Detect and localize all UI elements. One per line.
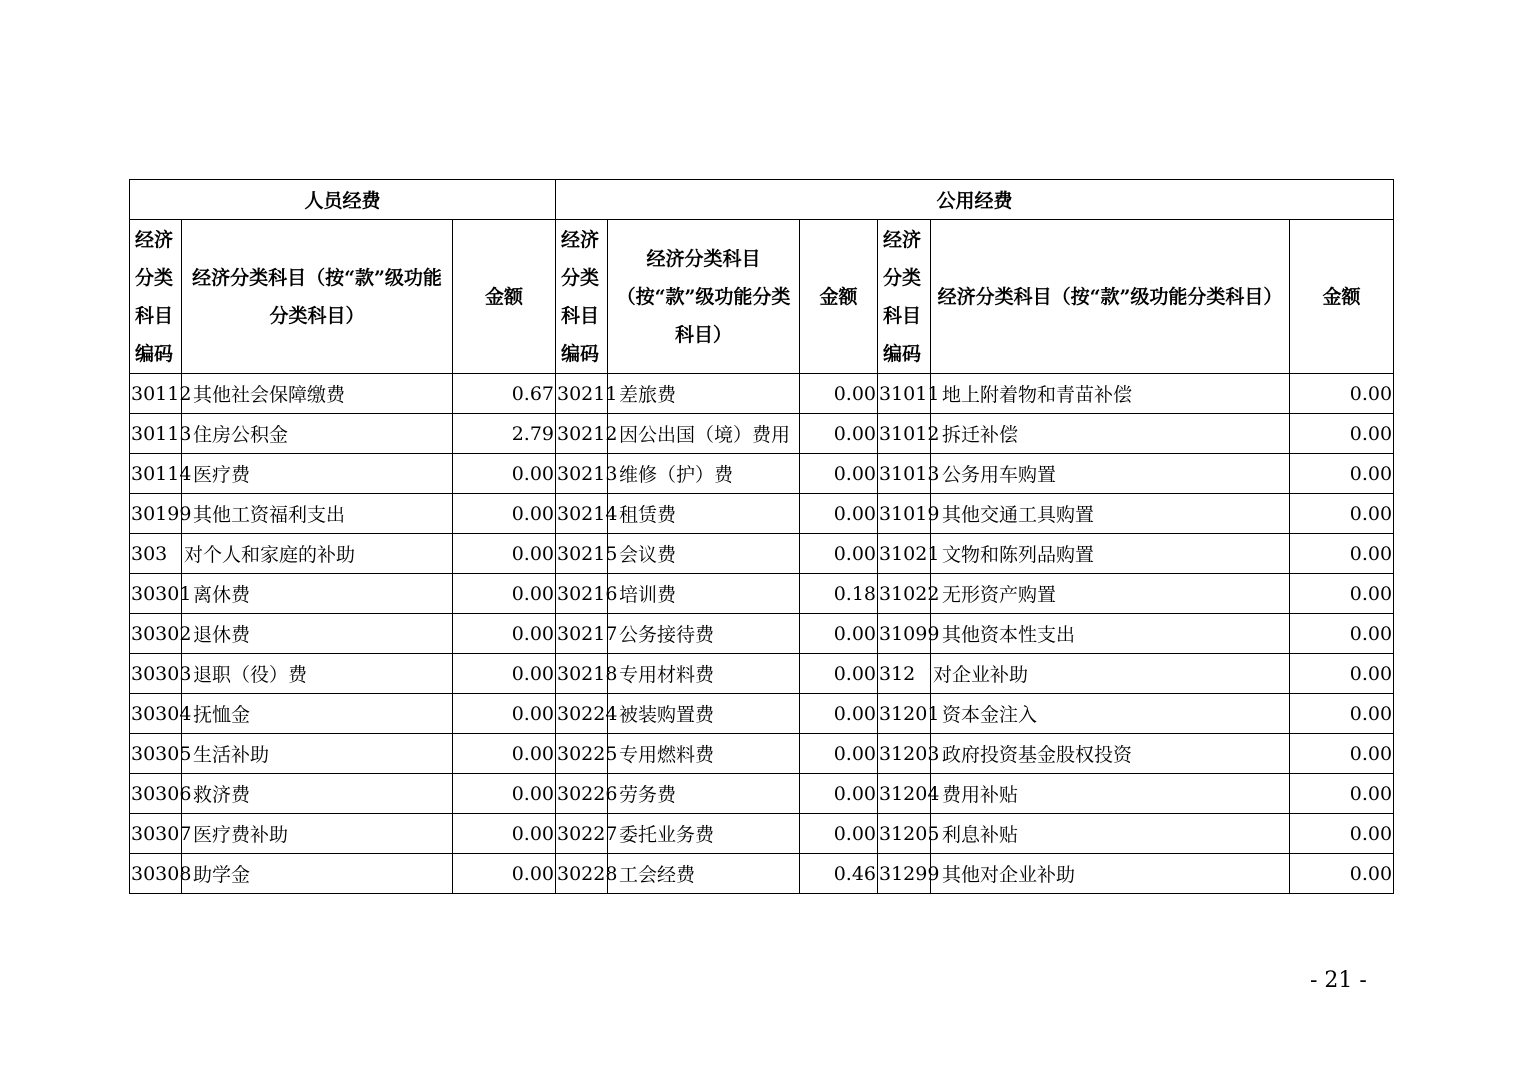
table-row bbox=[130, 694, 1394, 734]
amount-cell: 0.00 bbox=[1290, 454, 1394, 494]
amount-cell: 0.00 bbox=[800, 414, 878, 454]
header-code-public-1: 经济分类科目编码 bbox=[556, 220, 608, 374]
amount-cell: 2.79 bbox=[453, 414, 556, 454]
amount-cell: 0.00 bbox=[800, 534, 878, 574]
amount-cell: 0.00 bbox=[1290, 374, 1394, 414]
table-row bbox=[130, 614, 1394, 654]
code-cell: 30215 bbox=[556, 534, 608, 574]
name-cell: 拆迁补偿 bbox=[931, 414, 1290, 454]
amount-cell: 0.00 bbox=[1290, 734, 1394, 774]
name-cell: 劳务费 bbox=[608, 774, 800, 814]
name-cell: 退职（役）费 bbox=[182, 654, 453, 694]
code-cell: 30112 bbox=[130, 374, 182, 414]
name-cell: 专用燃料费 bbox=[608, 734, 800, 774]
amount-cell: 0.00 bbox=[453, 534, 556, 574]
code-cell: 30216 bbox=[556, 574, 608, 614]
name-cell: 被装购置费 bbox=[608, 694, 800, 734]
name-cell: 抚恤金 bbox=[182, 694, 453, 734]
code-cell: 30214 bbox=[556, 494, 608, 534]
amount-cell: 0.00 bbox=[453, 574, 556, 614]
name-cell: 医疗费补助 bbox=[182, 814, 453, 854]
code-cell: 30224 bbox=[556, 694, 608, 734]
code-cell: 30199 bbox=[130, 494, 182, 534]
name-cell: 政府投资基金股权投资 bbox=[931, 734, 1290, 774]
name-cell: 公务接待费 bbox=[608, 614, 800, 654]
header-amount-personnel: 金额 bbox=[453, 220, 556, 374]
name-cell: 因公出国（境）费用 bbox=[608, 414, 800, 454]
name-cell: 委托业务费 bbox=[608, 814, 800, 854]
header-amount-public-2: 金额 bbox=[1290, 220, 1394, 374]
name-cell: 公务用车购置 bbox=[931, 454, 1290, 494]
code-cell: 30212 bbox=[556, 414, 608, 454]
name-cell: 助学金 bbox=[182, 854, 453, 894]
name-cell: 其他工资福利支出 bbox=[182, 494, 453, 534]
code-cell: 31019 bbox=[878, 494, 931, 534]
amount-cell: 0.00 bbox=[453, 774, 556, 814]
name-cell: 利息补贴 bbox=[931, 814, 1290, 854]
table-row bbox=[130, 654, 1394, 694]
table-row bbox=[130, 534, 1394, 574]
code-cell: 30227 bbox=[556, 814, 608, 854]
code-cell: 30113 bbox=[130, 414, 182, 454]
code-cell: 30213 bbox=[556, 454, 608, 494]
name-cell: 医疗费 bbox=[182, 454, 453, 494]
amount-cell: 0.00 bbox=[800, 614, 878, 654]
code-cell: 30306 bbox=[130, 774, 182, 814]
table-row bbox=[130, 774, 1394, 814]
table-row bbox=[130, 414, 1394, 454]
name-cell: 其他对企业补助 bbox=[931, 854, 1290, 894]
name-cell: 其他交通工具购置 bbox=[931, 494, 1290, 534]
code-cell: 30308 bbox=[130, 854, 182, 894]
name-cell: 培训费 bbox=[608, 574, 800, 614]
name-cell: 离休费 bbox=[182, 574, 453, 614]
code-cell: 31013 bbox=[878, 454, 931, 494]
code-cell: 31201 bbox=[878, 694, 931, 734]
amount-cell: 0.00 bbox=[453, 454, 556, 494]
table-row bbox=[130, 374, 1394, 414]
header-code-public-2: 经济分类科目编码 bbox=[878, 220, 931, 374]
amount-cell: 0.00 bbox=[800, 734, 878, 774]
header-code-personnel: 经济分类科目编码 bbox=[130, 220, 182, 374]
amount-cell: 0.00 bbox=[453, 734, 556, 774]
name-cell: 专用材料费 bbox=[608, 654, 800, 694]
table-row bbox=[130, 574, 1394, 614]
name-cell: 救济费 bbox=[182, 774, 453, 814]
amount-cell: 0.00 bbox=[800, 454, 878, 494]
header-name-public-2: 经济分类科目（按“款”级功能分类科目） bbox=[931, 220, 1290, 374]
amount-cell: 0.00 bbox=[800, 814, 878, 854]
table-body bbox=[130, 374, 1394, 894]
code-cell: 31203 bbox=[878, 734, 931, 774]
amount-cell: 0.00 bbox=[800, 374, 878, 414]
name-cell: 对个人和家庭的补助 bbox=[182, 534, 453, 574]
amount-cell: 0.67 bbox=[453, 374, 556, 414]
name-cell: 维修（护）费 bbox=[608, 454, 800, 494]
code-cell: 30217 bbox=[556, 614, 608, 654]
header-name-personnel: 经济分类科目（按“款”级功能分类科目） bbox=[182, 220, 453, 374]
name-cell: 其他社会保障缴费 bbox=[182, 374, 453, 414]
code-cell: 30302 bbox=[130, 614, 182, 654]
amount-cell: 0.00 bbox=[1290, 814, 1394, 854]
name-cell: 费用补贴 bbox=[931, 774, 1290, 814]
amount-cell: 0.00 bbox=[800, 694, 878, 734]
name-cell: 工会经费 bbox=[608, 854, 800, 894]
table-row bbox=[130, 814, 1394, 854]
code-cell: 30218 bbox=[556, 654, 608, 694]
amount-cell: 0.00 bbox=[453, 694, 556, 734]
amount-cell: 0.00 bbox=[453, 614, 556, 654]
header-amount-public-1: 金额 bbox=[800, 220, 878, 374]
code-cell: 30301 bbox=[130, 574, 182, 614]
code-cell: 31011 bbox=[878, 374, 931, 414]
code-cell: 31022 bbox=[878, 574, 931, 614]
amount-cell: 0.00 bbox=[453, 814, 556, 854]
amount-cell: 0.00 bbox=[800, 494, 878, 534]
code-cell: 30228 bbox=[556, 854, 608, 894]
amount-cell: 0.00 bbox=[1290, 854, 1394, 894]
amount-cell: 0.18 bbox=[800, 574, 878, 614]
budget-expenditure-table bbox=[129, 179, 1394, 894]
amount-cell: 0.00 bbox=[1290, 774, 1394, 814]
amount-cell: 0.00 bbox=[1290, 614, 1394, 654]
group-header-public: 公用经费 bbox=[556, 180, 1394, 220]
code-cell: 31205 bbox=[878, 814, 931, 854]
name-cell: 对企业补助 bbox=[931, 654, 1290, 694]
amount-cell: 0.00 bbox=[1290, 534, 1394, 574]
amount-cell: 0.00 bbox=[453, 654, 556, 694]
name-cell: 住房公积金 bbox=[182, 414, 453, 454]
name-cell: 资本金注入 bbox=[931, 694, 1290, 734]
name-cell: 无形资产购置 bbox=[931, 574, 1290, 614]
amount-cell: 0.00 bbox=[1290, 694, 1394, 734]
code-cell: 30307 bbox=[130, 814, 182, 854]
code-cell: 30211 bbox=[556, 374, 608, 414]
code-cell: 30305 bbox=[130, 734, 182, 774]
code-cell: 30225 bbox=[556, 734, 608, 774]
code-cell: 31021 bbox=[878, 534, 931, 574]
code-cell: 30303 bbox=[130, 654, 182, 694]
code-cell: 31204 bbox=[878, 774, 931, 814]
name-cell: 差旅费 bbox=[608, 374, 800, 414]
name-cell: 生活补助 bbox=[182, 734, 453, 774]
amount-cell: 0.00 bbox=[800, 774, 878, 814]
name-cell: 退休费 bbox=[182, 614, 453, 654]
name-cell: 租赁费 bbox=[608, 494, 800, 534]
header-name-public-1: 经济分类科目（按“款”级功能分类科目） bbox=[608, 220, 800, 374]
code-cell: 312 bbox=[878, 654, 931, 694]
group-header-personnel: 人员经费 bbox=[130, 180, 556, 220]
table-row bbox=[130, 454, 1394, 494]
amount-cell: 0.46 bbox=[800, 854, 878, 894]
code-cell: 303 bbox=[130, 534, 182, 574]
code-cell: 30304 bbox=[130, 694, 182, 734]
name-cell: 文物和陈列品购置 bbox=[931, 534, 1290, 574]
amount-cell: 0.00 bbox=[1290, 414, 1394, 454]
amount-cell: 0.00 bbox=[800, 654, 878, 694]
amount-cell: 0.00 bbox=[1290, 654, 1394, 694]
code-cell: 30114 bbox=[130, 454, 182, 494]
table-row bbox=[130, 734, 1394, 774]
page-number: - 21 - bbox=[1310, 968, 1367, 993]
name-cell: 其他资本性支出 bbox=[931, 614, 1290, 654]
code-cell: 31012 bbox=[878, 414, 931, 454]
code-cell: 31099 bbox=[878, 614, 931, 654]
amount-cell: 0.00 bbox=[1290, 494, 1394, 534]
table-row bbox=[130, 494, 1394, 534]
amount-cell: 0.00 bbox=[453, 854, 556, 894]
code-cell: 31299 bbox=[878, 854, 931, 894]
name-cell: 会议费 bbox=[608, 534, 800, 574]
table-row bbox=[130, 854, 1394, 894]
amount-cell: 0.00 bbox=[1290, 574, 1394, 614]
code-cell: 30226 bbox=[556, 774, 608, 814]
amount-cell: 0.00 bbox=[453, 494, 556, 534]
name-cell: 地上附着物和青苗补偿 bbox=[931, 374, 1290, 414]
